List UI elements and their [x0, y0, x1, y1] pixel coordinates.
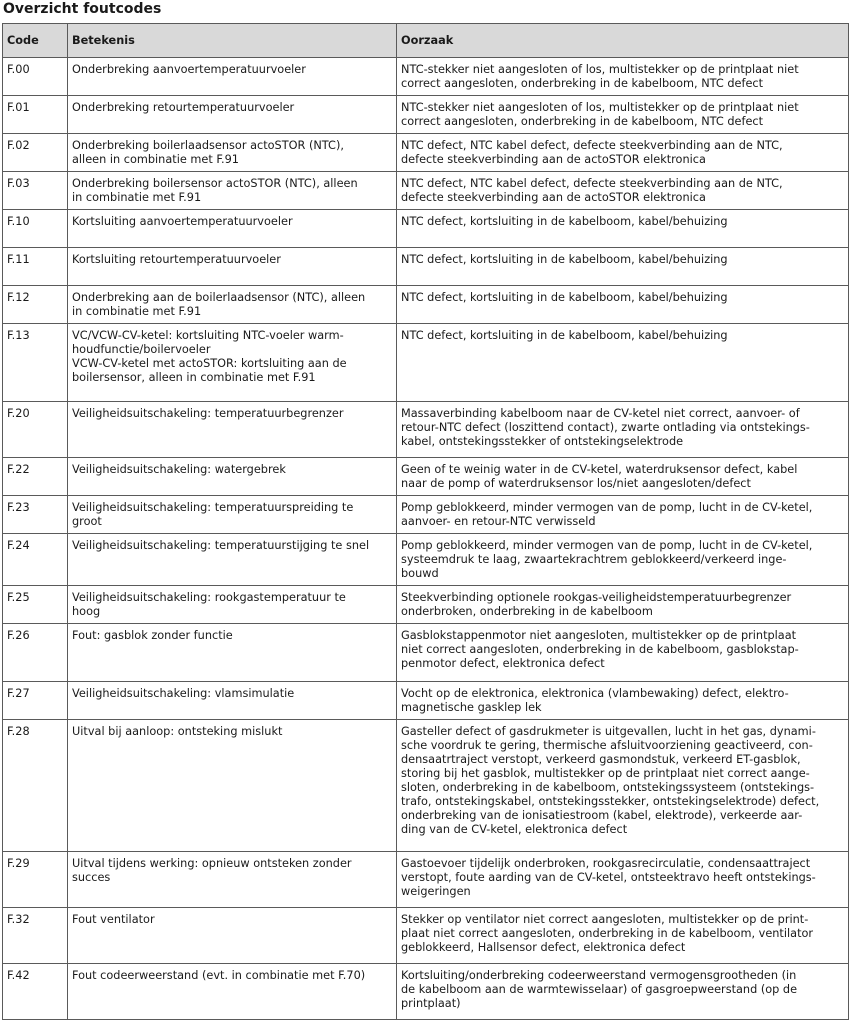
cause-line: systeemdruk te laag, zwaartekrachtrem geblokkeerd/verkeerd inge- [401, 553, 787, 566]
error-code-cell: F.03 [3, 172, 68, 210]
cause-line: NTC defect, NTC kabel defect, defecte steekverbinding aan de NTC, [401, 139, 783, 152]
meaning-cell [68, 248, 397, 286]
cause-line: onderbroken, onderbreking in de kabelboom [401, 605, 653, 618]
table-row [3, 586, 849, 624]
cause-line: naar de pomp of waterdruksensor los/niet aangesloten/defect [401, 477, 751, 490]
column-header-cause: Oorzaak [397, 24, 849, 58]
cause-line: correct aangesloten, onderbreking in de kabelboom, NTC defect [401, 115, 764, 128]
meaning-line: Fout ventilator [72, 913, 155, 926]
error-code-cell: F.22 [3, 458, 68, 496]
table-row [3, 286, 849, 324]
table-row [3, 134, 849, 172]
cause-line: sche voordruk te gering, thermische afsluitvoorziening geactiveerd, con- [401, 739, 813, 752]
meaning-line: Onderbreking aanvoertemperatuurvoeler [72, 63, 306, 76]
table-row [3, 324, 849, 402]
meaning-line: Onderbreking aan de boilerlaadsensor (NTC), alleen [72, 291, 366, 304]
meaning-line: houdfunctie/boilervoeler [72, 343, 211, 356]
meaning-cell [68, 852, 397, 908]
cause-line: defecte steekverbinding aan de actoSTOR elektronica [401, 153, 706, 166]
error-code-cell: F.13 [3, 324, 68, 402]
error-code-table [2, 23, 849, 1020]
meaning-cell [68, 720, 397, 852]
cause-line: Gasteller defect of gasdrukmeter is uitgevallen, lucht in het gas, dynami- [401, 725, 816, 738]
cause-line: plaat niet correct aangesloten, onderbreking in de kabelboom, ventilator [401, 927, 814, 940]
cause-cell [397, 586, 849, 624]
cause-line: storing bij het gasblok, multistekker op de printplaat niet correct aange- [401, 767, 810, 780]
meaning-line: VC/VCW-CV-ketel: kortsluiting NTC-voeler warm- [72, 329, 344, 342]
cause-line: weigeringen [401, 885, 471, 898]
cause-line: densaatrtraject verstopt, verkeerd gasmondstuk, verkeerd ET-gasblok, [401, 753, 801, 766]
table-body [3, 58, 849, 1020]
meaning-cell [68, 908, 397, 964]
cause-line: NTC-stekker niet aangesloten of los, multistekker op de printplaat niet [401, 63, 799, 76]
meaning-line: Onderbreking retourtemperatuurvoeler [72, 101, 295, 114]
meaning-cell [68, 682, 397, 720]
cause-line: NTC defect, kortsluiting in de kabelboom, kabel/behuizing [401, 291, 728, 304]
error-code-cell: F.32 [3, 908, 68, 964]
table-row [3, 624, 849, 682]
cause-cell [397, 496, 849, 534]
meaning-cell [68, 96, 397, 134]
page-title: Overzicht foutcodes [3, 1, 162, 17]
error-code-cell: F.27 [3, 682, 68, 720]
cause-line: NTC-stekker niet aangesloten of los, multistekker op de printplaat niet [401, 101, 799, 114]
meaning-line: Uitval tijdens werking: opnieuw ontsteken zonder [72, 857, 352, 870]
table-row [3, 96, 849, 134]
error-code-cell: F.25 [3, 586, 68, 624]
cause-line: Stekker op ventilator niet correct aangesloten, multistekker op de print- [401, 913, 809, 926]
cause-line: NTC defect, NTC kabel defect, defecte steekverbinding aan de NTC, [401, 177, 783, 190]
cause-cell [397, 908, 849, 964]
cause-cell [397, 534, 849, 586]
table-row [3, 720, 849, 852]
table-row [3, 964, 849, 1020]
cause-line: Vocht op de elektronica, elektronica (vlambewaking) defect, elektro- [401, 687, 789, 700]
meaning-line: in combinatie met F.91 [72, 191, 202, 204]
meaning-line: Veiligheidsuitschakeling: temperatuurbegrenzer [72, 407, 344, 420]
cause-line: printplaat) [401, 997, 461, 1010]
table-row [3, 210, 849, 248]
error-code-cell: F.23 [3, 496, 68, 534]
table-row [3, 496, 849, 534]
cause-line: magnetische gasklep lek [401, 701, 542, 714]
cause-line: trafo, ontstekingskabel, ontstekingsstekker, ontstekingselektrode) defect, [401, 795, 820, 808]
cause-line: NTC defect, kortsluiting in de kabelboom, kabel/behuizing [401, 329, 728, 342]
error-code-cell: F.01 [3, 96, 68, 134]
meaning-cell [68, 402, 397, 458]
cause-line: defecte steekverbinding aan de actoSTOR elektronica [401, 191, 706, 204]
meaning-cell [68, 586, 397, 624]
cause-line: niet correct aangesloten, onderbreking in de kabelboom, gasblokstap- [401, 643, 799, 656]
meaning-line: Veiligheidsuitschakeling: watergebrek [72, 463, 286, 476]
cause-line: ding van de CV-ketel, elektronica defect [401, 823, 628, 836]
error-code-cell: F.28 [3, 720, 68, 852]
column-header-code: Code [3, 24, 68, 58]
table-row [3, 58, 849, 96]
meaning-line: VCW-CV-ketel met actoSTOR: kortsluiting aan de [72, 357, 347, 370]
meaning-line: Veiligheidsuitschakeling: temperatuurstijging te snel [72, 539, 370, 552]
table-row [3, 458, 849, 496]
error-code-cell: F.42 [3, 964, 68, 1020]
cause-line: Massaverbinding kabelboom naar de CV-ketel niet correct, aanvoer- of [401, 407, 800, 420]
meaning-line: Fout codeerweerstand (evt. in combinatie met F.70) [72, 969, 366, 982]
cause-cell [397, 624, 849, 682]
table-row [3, 682, 849, 720]
cause-cell [397, 210, 849, 248]
error-code-cell: F.02 [3, 134, 68, 172]
meaning-line: Veiligheidsuitschakeling: vlamsimulatie [72, 687, 295, 700]
cause-line: onderbreking van de ionisatiestroom (kabel, elektrode), verkeerde aar- [401, 809, 803, 822]
meaning-line: Veiligheidsuitschakeling: rookgastemperatuur te [72, 591, 346, 604]
meaning-line: Veiligheidsuitschakeling: temperatuurspreiding te [72, 501, 354, 514]
meaning-cell [68, 964, 397, 1020]
table-row [3, 908, 849, 964]
cause-line: kabel, ontstekingsstekker of ontstekingselektrode [401, 435, 684, 448]
cause-cell [397, 172, 849, 210]
cause-cell [397, 964, 849, 1020]
cause-cell [397, 286, 849, 324]
cause-line: Gasblokstappenmotor niet aangesloten, multistekker op de printplaat [401, 629, 797, 642]
cause-line: Kortsluiting/onderbreking codeerweerstand vermogensgrootheden (in [401, 969, 797, 982]
cause-cell [397, 458, 849, 496]
table-row [3, 402, 849, 458]
error-code-cell: F.24 [3, 534, 68, 586]
cause-line: Pomp geblokkeerd, minder vermogen van de pomp, lucht in de CV-ketel, [401, 501, 813, 514]
error-code-cell: F.20 [3, 402, 68, 458]
cause-line: Steekverbinding optionele rookgas-veiligheidstemperatuurbegrenzer [401, 591, 792, 604]
cause-cell [397, 852, 849, 908]
column-header-meaning: Betekenis [68, 24, 397, 58]
meaning-cell [68, 172, 397, 210]
cause-cell [397, 58, 849, 96]
meaning-line: groot [72, 515, 102, 528]
meaning-line: boilersensor, alleen in combinatie met F.91 [72, 371, 316, 384]
meaning-line: Onderbreking boilerlaadsensor actoSTOR (NTC), [72, 139, 344, 152]
cause-line: retour-NTC defect (loszittend contact), zwarte ontlading via ontstekings- [401, 421, 810, 434]
cause-cell [397, 402, 849, 458]
cause-cell [397, 720, 849, 852]
meaning-cell [68, 134, 397, 172]
meaning-line: Fout: gasblok zonder functie [72, 629, 233, 642]
cause-line: NTC defect, kortsluiting in de kabelboom, kabel/behuizing [401, 215, 728, 228]
cause-cell [397, 134, 849, 172]
error-code-cell: F.10 [3, 210, 68, 248]
cause-line: de kabelboom aan de warmtewisselaar) of gasgroepweerstand (op de [401, 983, 798, 996]
meaning-line: in combinatie met F.91 [72, 305, 202, 318]
cause-line: penmotor defect, elektronica defect [401, 657, 605, 670]
meaning-cell [68, 324, 397, 402]
meaning-line: alleen in combinatie met F.91 [72, 153, 239, 166]
error-code-cell: F.00 [3, 58, 68, 96]
error-code-cell: F.12 [3, 286, 68, 324]
cause-cell [397, 324, 849, 402]
cause-line: sloten, onderbreking in de kabelboom, ontstekingssysteem (ontstekings- [401, 781, 815, 794]
meaning-line: Uitval bij aanloop: ontsteking mislukt [72, 725, 283, 738]
table-row [3, 172, 849, 210]
table-row [3, 248, 849, 286]
meaning-line: succes [72, 871, 111, 884]
cause-line: Pomp geblokkeerd, minder vermogen van de pomp, lucht in de CV-ketel, [401, 539, 813, 552]
cause-line: aanvoer- en retour-NTC verwisseld [401, 515, 596, 528]
cause-line: Gastoevoer tijdelijk onderbroken, rookgasrecirculatie, condensaattraject [401, 857, 811, 870]
table-row [3, 534, 849, 586]
cause-cell [397, 248, 849, 286]
error-code-cell: F.11 [3, 248, 68, 286]
meaning-cell [68, 58, 397, 96]
meaning-line: Onderbreking boilersensor actoSTOR (NTC), alleen [72, 177, 358, 190]
table-row [3, 852, 849, 908]
meaning-cell [68, 496, 397, 534]
cause-cell [397, 682, 849, 720]
meaning-cell [68, 458, 397, 496]
cause-line: Geen of te weinig water in de CV-ketel, waterdruksensor defect, kabel [401, 463, 798, 476]
cause-line: correct aangesloten, onderbreking in de kabelboom, NTC defect [401, 77, 764, 90]
meaning-cell [68, 534, 397, 586]
meaning-line: hoog [72, 605, 101, 618]
meaning-cell [68, 286, 397, 324]
table-header-row [3, 24, 849, 58]
meaning-cell [68, 210, 397, 248]
meaning-cell [68, 624, 397, 682]
meaning-line: Kortsluiting retourtemperatuurvoeler [72, 253, 281, 266]
meaning-line: Kortsluiting aanvoertemperatuurvoeler [72, 215, 293, 228]
cause-cell [397, 96, 849, 134]
cause-line: geblokkeerd, Hallsensor defect, elektronica defect [401, 941, 686, 954]
cause-line: bouwd [401, 567, 439, 580]
cause-line: NTC defect, kortsluiting in de kabelboom, kabel/behuizing [401, 253, 728, 266]
error-code-cell: F.29 [3, 852, 68, 908]
error-code-cell: F.26 [3, 624, 68, 682]
cause-line: verstopt, foute aarding van de CV-ketel, ontsteektravo heeft ontstekings- [401, 871, 816, 884]
